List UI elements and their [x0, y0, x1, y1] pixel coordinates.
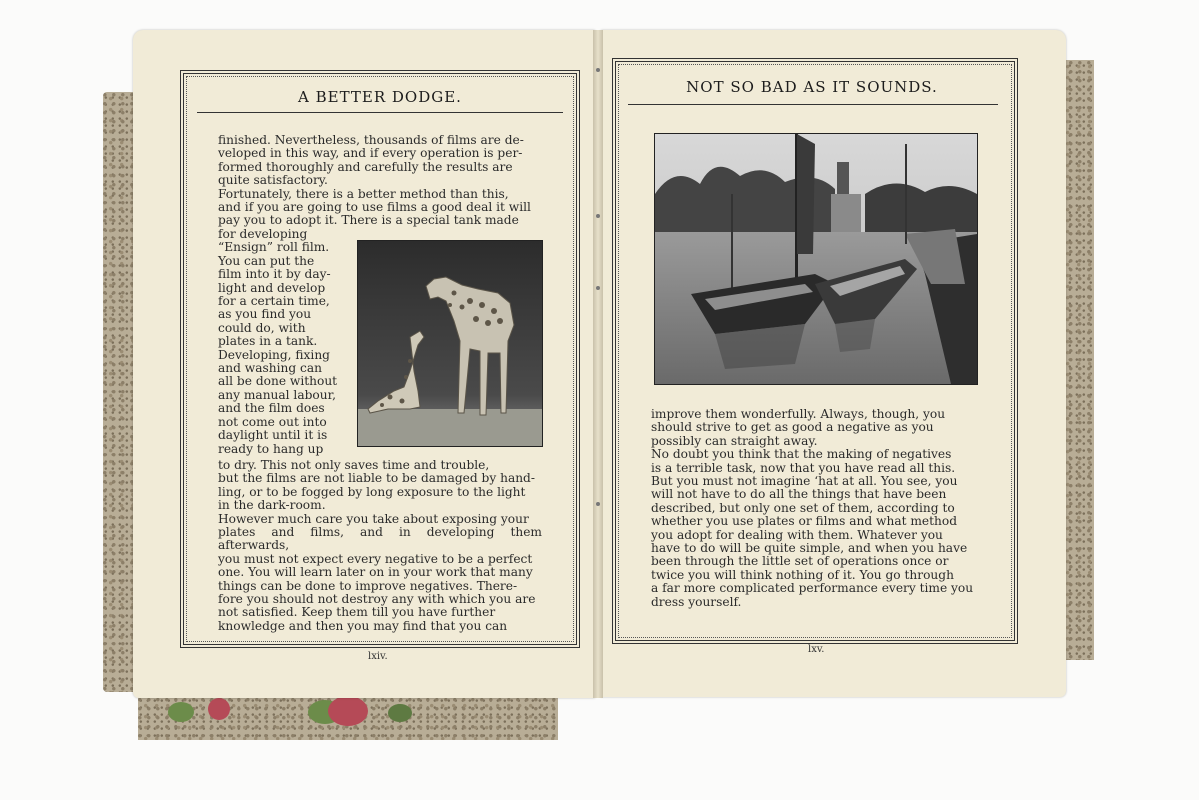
floral-pattern	[208, 698, 230, 720]
stitch-hole	[596, 68, 600, 72]
stitch-hole	[596, 214, 600, 218]
floral-pattern	[328, 696, 368, 726]
book-gutter	[593, 30, 603, 698]
giraffe-photo	[357, 240, 543, 447]
floral-pattern	[388, 704, 412, 722]
left-page-text-wrap: for developing “Ensign” roll film. You can put the film into it by day- light and develop for a certain time, as you find you could do, with plates in a tank. Developing, fixing and washing can all be done without any manual labour, and the film does not come out into daylight until it is ready to hang up	[218, 227, 338, 456]
heading-rule	[628, 104, 998, 105]
left-page-text-bottom: to dry. This not only saves time and trouble, but the films are not liable to be damaged by hand- ling, or to be fogged by long exposure to the light in the dark-room. However much care you take about exposing your plates and films, and in developing them afterwards, you must not expect every negative to be a perfect one. You will learn later on in your work that many things can be done to improve negatives. There- fore you should not destroy any with which you are not satisfied. Keep them till you have further knowledge and then you may find that you can	[218, 458, 542, 633]
stitch-hole	[596, 286, 600, 290]
left-page-heading: A BETTER DODGE.	[298, 88, 462, 106]
giraffe-photo-graphic	[358, 241, 542, 446]
river-boats-photo-graphic	[655, 134, 977, 384]
page-number-left: lxiv.	[368, 651, 388, 662]
page-number-right: lxv.	[808, 644, 825, 655]
heading-rule	[197, 112, 563, 113]
river-boats-photo	[654, 133, 978, 385]
stitch-hole	[596, 502, 600, 506]
left-page-text-top: finished. Nevertheless, thousands of films are de- veloped in this way, and if every operation is per- formed thoroughly and carefully the results are quite satisfactory. Fortunately, there is a better method than this, and if you are going to use films a good deal it will pay you to adopt it. There is a special tank made	[218, 133, 531, 228]
right-page-text: improve them wonderfully. Always, though, you should strive to get as good a negative as you possibly can straight away. No doubt you think that the making of negatives is a terrible task, now that you have read all this. But you must not imagine ‘hat at all. You see, you will not have to do all the things that have been described, but only one set of them, according to whether you use plates or films and what method you adopt for dealing with them. Whatever you have to do will be quite simple, and when you have been through the little set of operations once or twice you will think nothing of it. You go through a far more complicated performance every time you dress yourself.	[651, 407, 974, 609]
floral-pattern	[168, 702, 194, 722]
right-page-heading: NOT SO BAD AS IT SOUNDS.	[686, 78, 938, 96]
